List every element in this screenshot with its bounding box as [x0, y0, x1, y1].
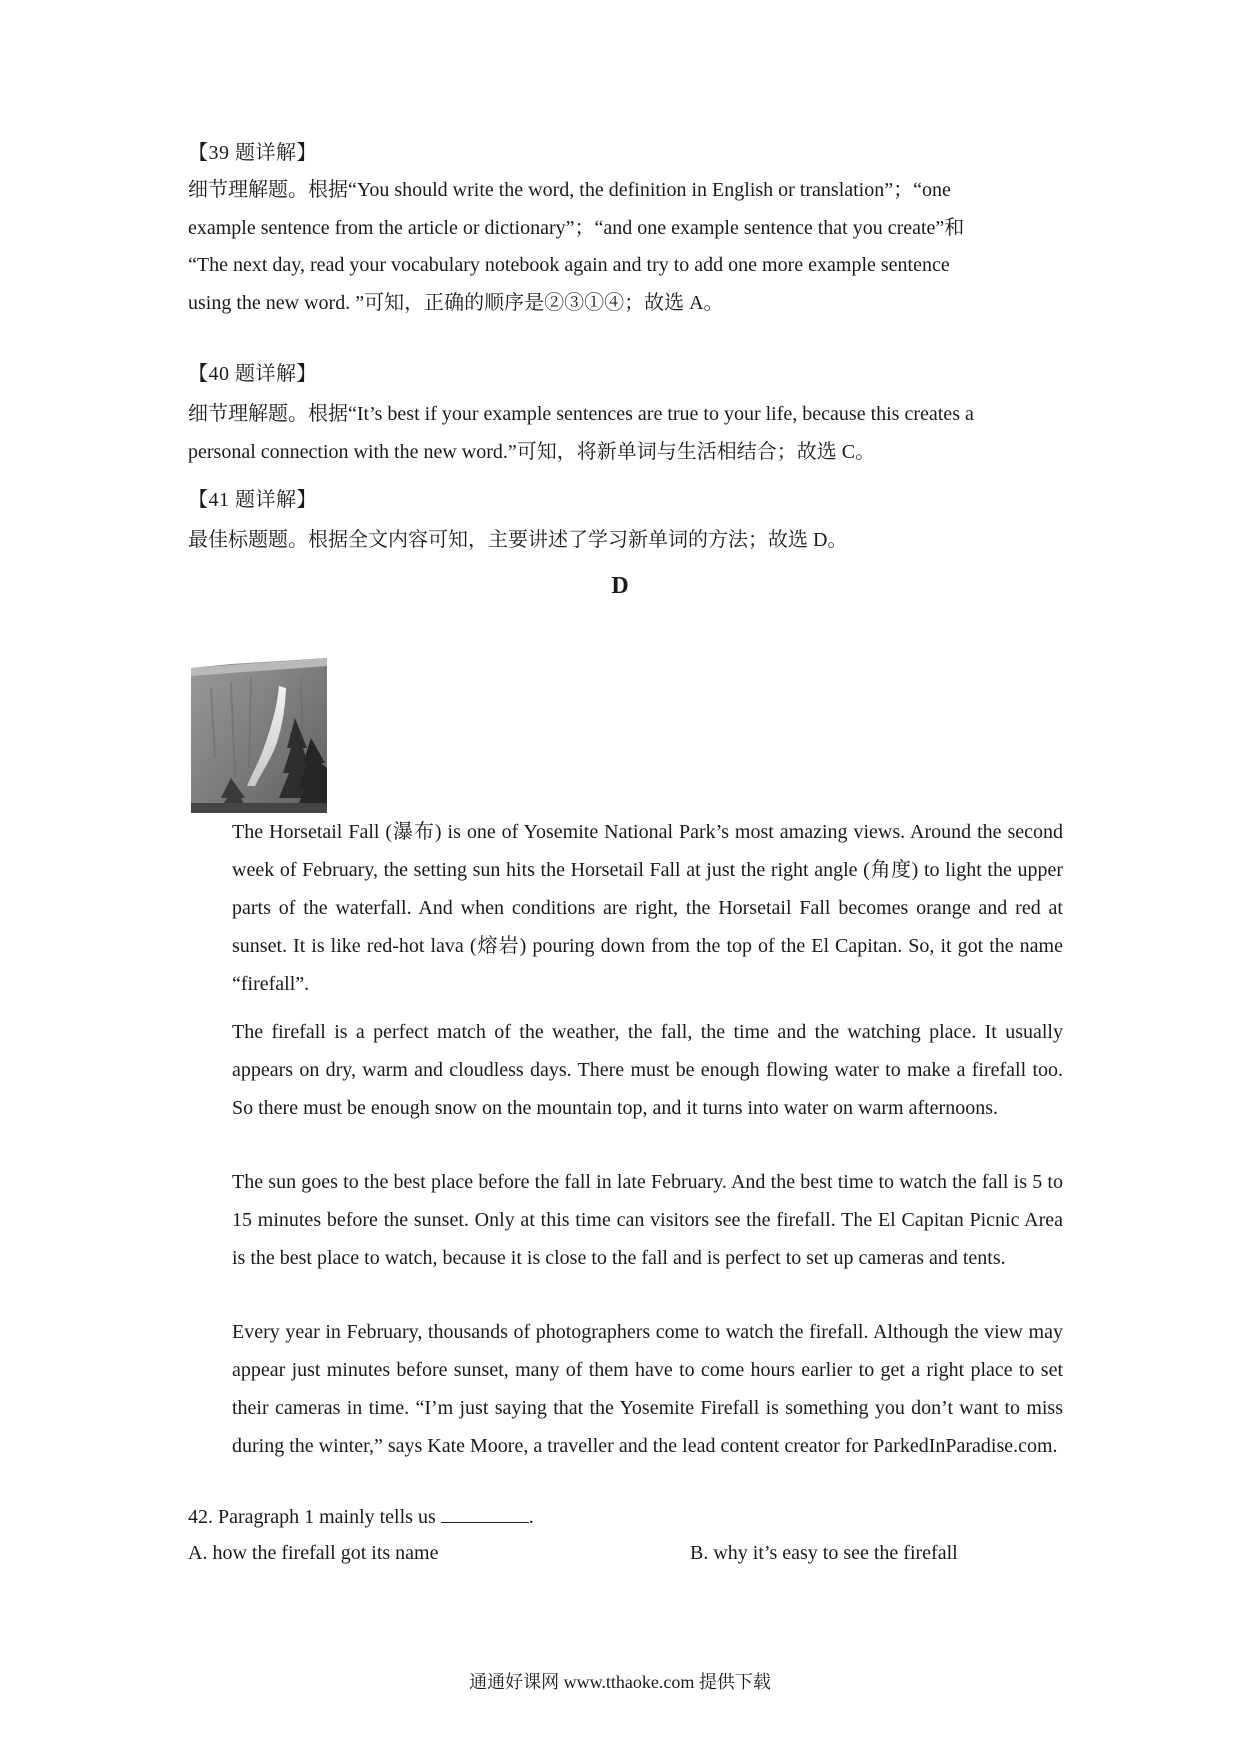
waterfall-photo: [191, 658, 327, 813]
q39-explanation: [188, 172, 1058, 322]
passage-paragraph-1: [188, 813, 1063, 1003]
q39-heading: 【39 题详解】: [188, 142, 317, 164]
q41-line: 最佳标题题。根据全文内容可知，主要讲述了学习新单词的方法；故选 D。: [188, 529, 848, 551]
page-footer: 通通好课网 www.tthaoke.com 提供下载: [469, 1672, 771, 1692]
q40-line: personal connection with the new word.”可知，将新单词与生活相结合；故选 C。: [188, 441, 876, 463]
q40-line: 细节理解题。根据“It’s best if your example sentences are true to your life, because this creates a: [188, 403, 974, 425]
option-a: A. how the firefall got its name: [188, 1542, 439, 1564]
passage-text: The Horsetail Fall (瀑布) is one of Yosemite National Park’s most amazing views. Around the second week of February, the setting sun hits the Horsetail Fall at just the right angle (角度) to light the upper parts of the waterfall. And when conditions are right, the Horsetail Fall becomes orange and red at sunset. It is like red-hot lava (熔岩) pouring down from the top of the El Capitan. So, it got the name “firefall”.: [232, 821, 1063, 995]
passage-paragraph-3: [188, 1163, 1063, 1277]
question-stem: 42. Paragraph 1 mainly tells us: [188, 1506, 436, 1528]
q41-heading: 【41 题详解】: [188, 489, 317, 511]
q40-explanation: [188, 395, 1058, 471]
section-title: D: [611, 573, 629, 599]
passage-paragraph-2: [188, 1013, 1063, 1127]
q39-line: “The next day, read your vocabulary notebook again and try to add one more example sentence: [188, 254, 950, 276]
passage-text: Every year in February, thousands of photographers come to watch the firefall. Although the view may appear just minutes before sunset, many of them have to come hours earlier to get a right place to set their cameras in time. “I’m just saying that the Yosemite Firefall is something you don’t want to miss during the winter,” says Kate Moore, a traveller and the lead content creator for ParkedInParadise.com.: [232, 1321, 1063, 1457]
answer-blank: [441, 1504, 529, 1523]
q41-explanation: [188, 521, 1058, 559]
passage-text: The sun goes to the best place before the fall in late February. And the best time to watch the fall is 5 to 15 minutes before the sunset. Only at this time can visitors see the firefall. The El Capitan Picnic Area is the best place to watch, because it is close to the fall and is perfect to set up cameras and tents.: [232, 1171, 1063, 1269]
option-b: B. why it’s easy to see the firefall: [690, 1542, 958, 1564]
waterfall-photo-icon: [191, 658, 327, 813]
passage-paragraph-4: [188, 1313, 1063, 1465]
question-42: [188, 1504, 534, 1529]
passage-text: The firefall is a perfect match of the weather, the fall, the time and the watching place. It usually appears on dry, warm and cloudless days. There must be enough flowing water to make a firefall too. So there must be enough snow on the mountain top, and it turns into water on warm afternoons.: [232, 1021, 1063, 1119]
q39-line: 细节理解题。根据“You should write the word, the definition in English or translation”；“one: [188, 179, 951, 201]
q39-line: example sentence from the article or dictionary”；“and one example sentence that you create”和: [188, 216, 965, 239]
question-end: .: [528, 1506, 534, 1528]
q39-line: using the new word. ”可知，正确的顺序是②③①④；故选 A。: [188, 291, 724, 314]
q40-heading: 【40 题详解】: [188, 363, 317, 385]
